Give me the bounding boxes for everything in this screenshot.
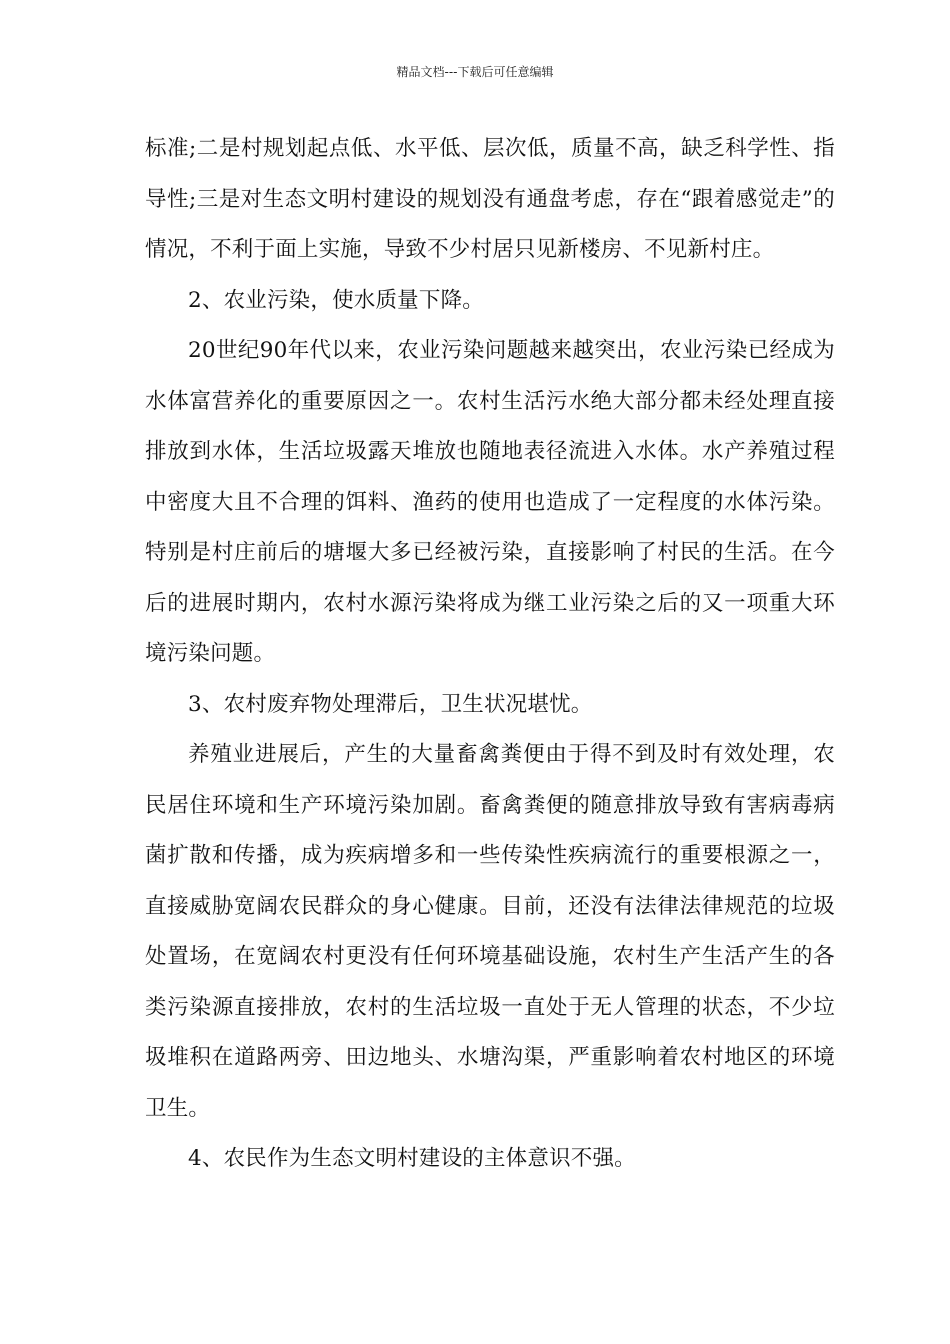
body-paragraph: 标准;二是村规划起点低、水平低、层次低，质量不高，缺乏科学性、指导性;三是对生态文明村建设的规划没有通盘考虑，存在“跟着感觉走”的情况，不利于面上实施，导致不少村居只见新楼房、不见新村庄。 xyxy=(145,136,835,262)
section-heading-3: 3、农村废弃物处理滞后，卫生状况堪忧。 xyxy=(188,691,593,717)
page-header: 精品文档---下载后可任意编辑 xyxy=(396,65,554,79)
body-paragraph: 养殖业进展后，产生的大量畜禽粪便由于得不到及时有效处理，农民居住环境和生产环境污染加剧。畜禽粪便的随意排放导致有害病毒病菌扩散和传播，成为疾病增多和一些传染性疾病流行的重要根源之一，直接威胁宽阔农民群众的身心健康。目前，还没有法律法律规范的垃圾处置场，在宽阔农村更没有任何环境基础设施，农村生产生活产生的各类污染源直接排放，农村的生活垃圾一直处于无人管理的状态，不少垃圾堆积在道路两旁、田边地头、水塘沟渠，严重影响着农村地区的环境卫生。 xyxy=(145,742,835,1121)
body-paragraph: 20世纪90年代以来，农业污染问题越来越突出，农业污染已经成为水体富营养化的重要原因之一。农村生活污水绝大部分都未经处理直接排放到水体，生活垃圾露天堆放也随地表径流进入水体。水产养殖过程中密度大且不合理的饵料、渔药的使用也造成了一定程度的水体污染。特别是村庄前后的塘堰大多已经被污染，直接影响了村民的生活。在今后的进展时期内，农村水源污染将成为继工业污染之后的又一项重大环境污染问题。 xyxy=(145,338,835,666)
document-body xyxy=(145,124,835,1185)
section-heading-4: 4、农民作为生态文明村建设的主体意识不强。 xyxy=(188,1146,636,1171)
section-heading-2: 2、农业污染，使水质量下降。 xyxy=(188,287,484,313)
